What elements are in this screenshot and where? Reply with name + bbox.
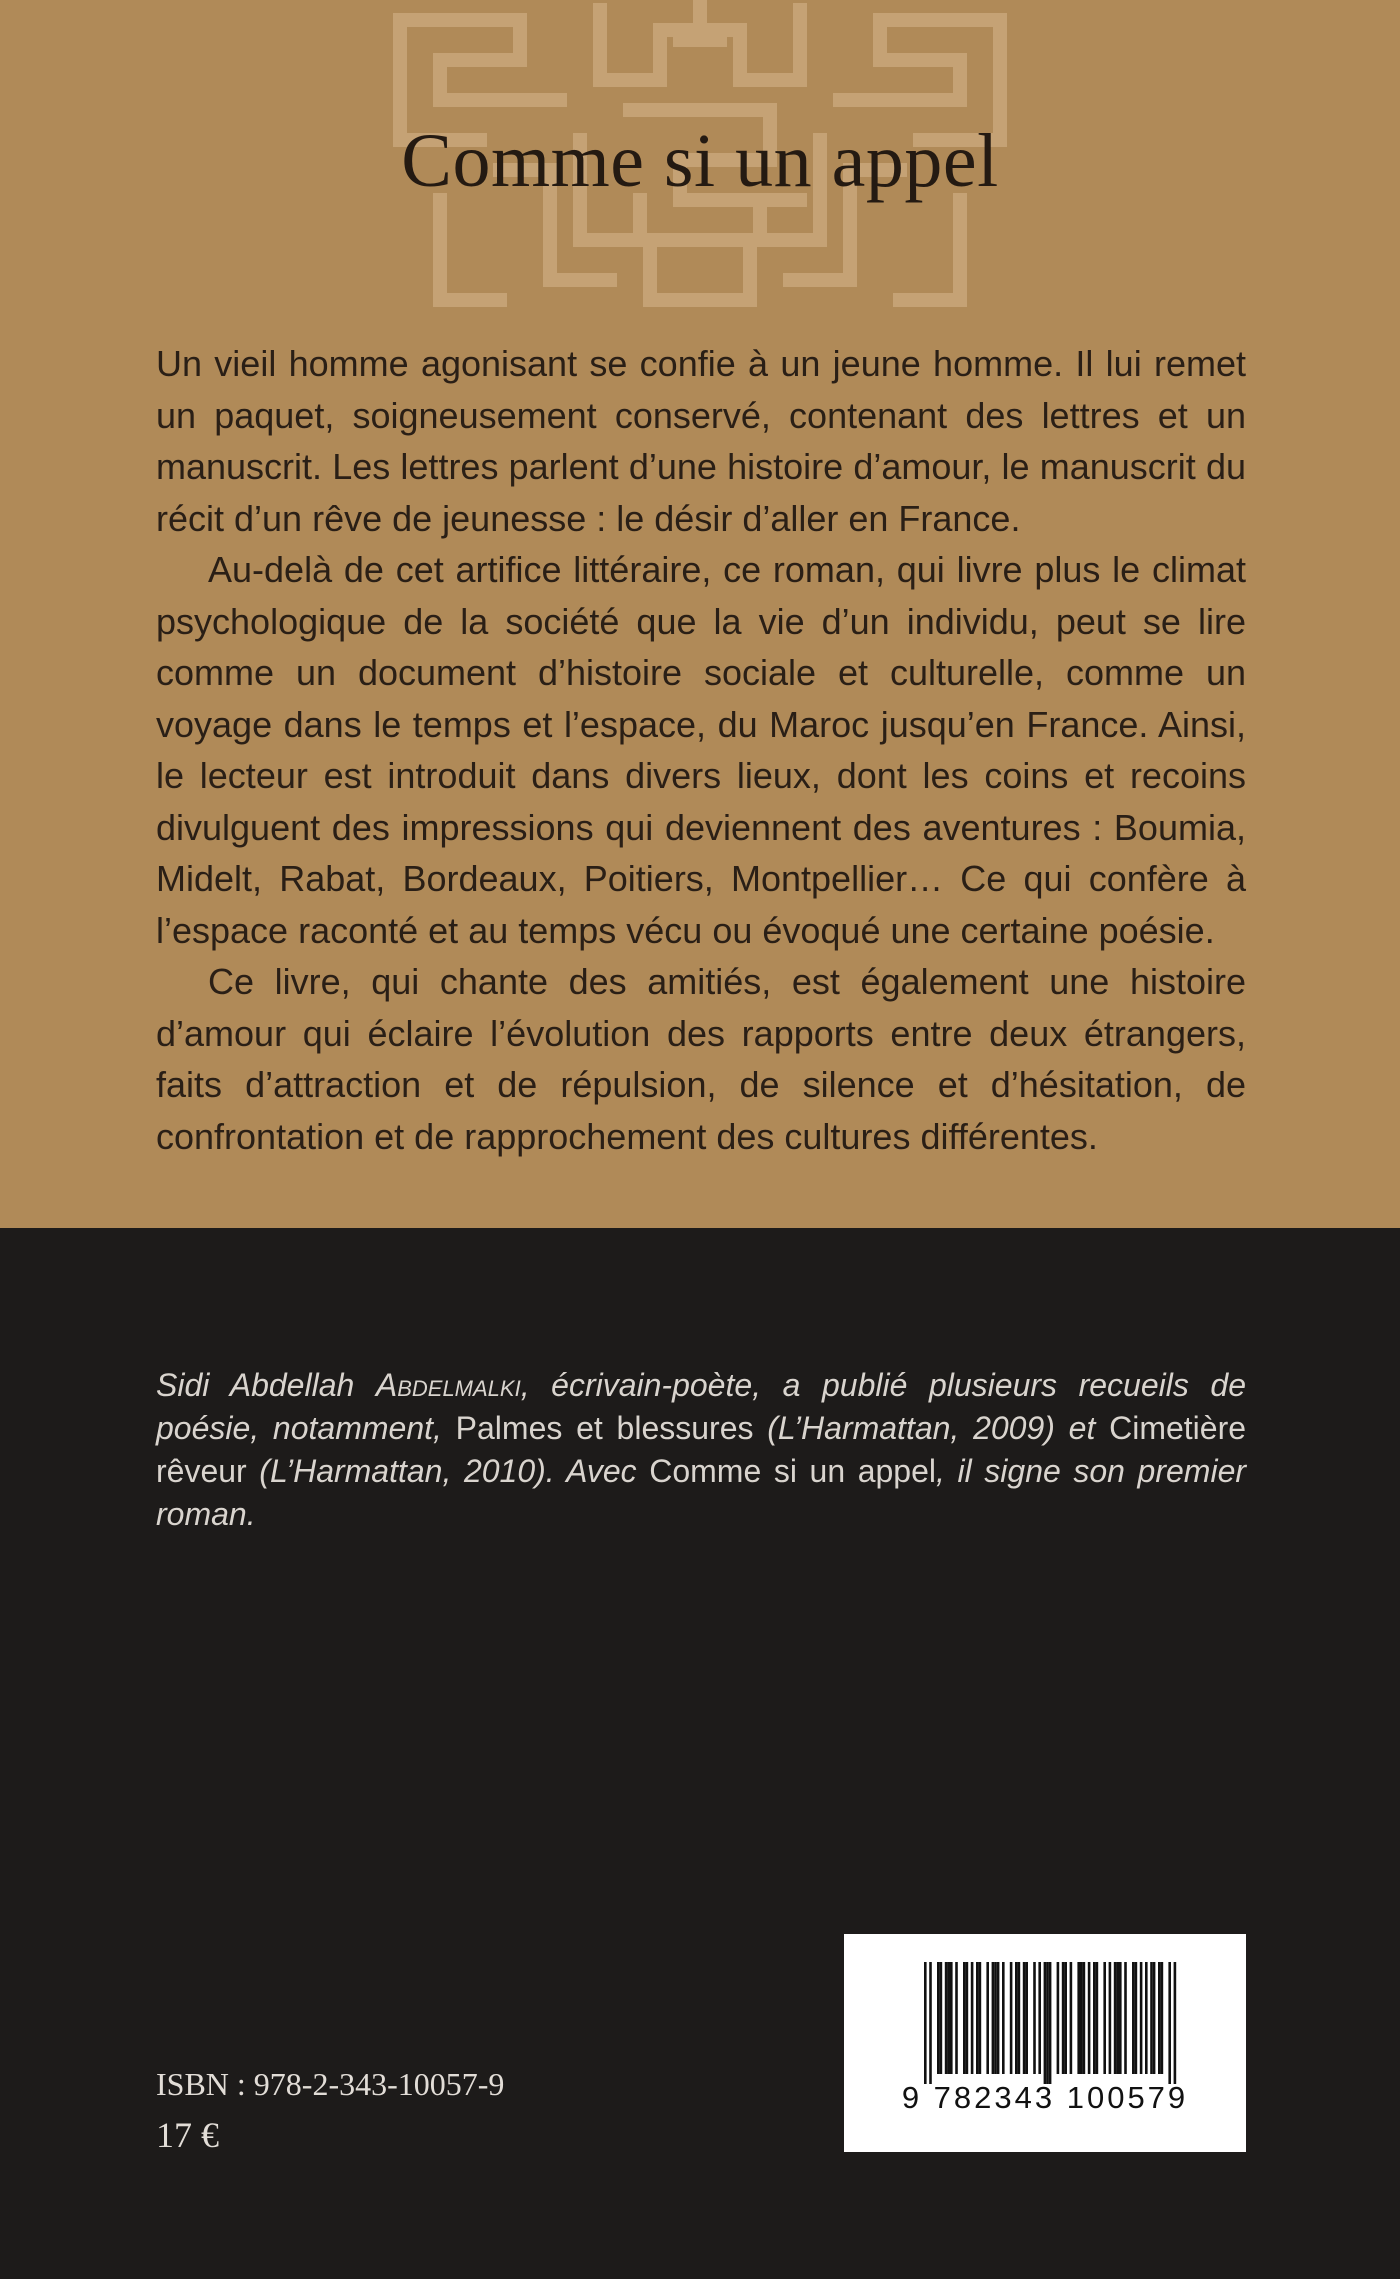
barcode-bar	[1080, 1962, 1083, 2074]
barcode-bar	[966, 1962, 969, 2074]
barcode-bar	[1124, 1962, 1127, 2074]
barcode-bar	[940, 1962, 943, 2074]
barcode-bar	[1002, 1962, 1005, 2074]
bio-text: , écrivain-poète, a publié plusieurs recueils de poésie, notamment,	[156, 1367, 1247, 1446]
book-title: Comme si un appel	[401, 119, 999, 203]
barcode-bar	[1088, 1962, 1091, 2074]
barcode	[844, 1934, 1246, 2152]
barcode-bar	[1077, 1962, 1080, 2074]
barcode-bar	[971, 1962, 974, 2074]
barcode-bar	[1018, 1962, 1021, 2074]
barcode-bar	[963, 1962, 966, 2074]
barcode-bar	[1070, 1962, 1073, 2074]
author-last-name: Abdelmalki	[375, 1367, 521, 1403]
barcode-icon	[844, 1934, 1246, 2152]
bio-text: (L’Harmattan, 2009) et	[753, 1410, 1110, 1446]
blurb-paragraph: Au-delà de cet artifice littéraire, ce roman, qui livre plus le climat psychologique de la société que la vie d’un individu, peut se lire comme un document d’histoire sociale et culturelle, comme un voyage dans le temps et l’espace, du Maroc jusqu’en France. Ainsi, le lecteur est introduit dans divers lieux, dont les coins et recoins divulguent des impressions qui deviennent des aventures : Boumia, Midelt, Rabat, Bordeaux, Poitiers, Montpellier… Ce qui confère à l’espace raconté et au temps vécu ou évoqué une certaine poésie.	[156, 549, 1246, 951]
barcode-bar	[947, 1962, 950, 2074]
barcode-bar	[1150, 1962, 1153, 2074]
barcode-bar	[1132, 1962, 1135, 2074]
barcode-bar	[1116, 1962, 1119, 2074]
barcode-bar	[1174, 1962, 1177, 2084]
book-reference: Comme si un appel	[649, 1453, 937, 1489]
blurb-paragraph: Ce livre, qui chante des amitiés, est également une histoire d’amour qui éclaire l’évolution des rapports entre deux étrangers, faits d’attraction et de répulsion, de silence et d’hésitation, de confrontation et de rapprochement des cultures différentes.	[156, 961, 1246, 1157]
barcode-bar	[929, 1962, 932, 2084]
bio-text: (L’Harmattan, 2010). Avec	[246, 1453, 650, 1489]
blurb	[156, 338, 1246, 1162]
author-bio	[156, 1364, 1246, 1536]
price: 17 €	[156, 2115, 219, 2155]
barcode-bar	[1135, 1962, 1138, 2074]
barcode-bar	[986, 1962, 989, 2074]
barcode-bar	[1145, 1962, 1148, 2074]
barcode-digits: 9 782343 100579	[901, 2080, 1189, 2115]
barcode-bar	[979, 1962, 982, 2074]
barcode-bar	[1119, 1962, 1122, 2074]
isbn: ISBN : 978-2-343-10057-9	[156, 2066, 505, 2102]
barcode-bar	[1015, 1962, 1018, 2074]
barcode-bar	[1083, 1962, 1086, 2074]
barcode-bar	[1114, 1962, 1117, 2074]
barcode-bar	[1158, 1962, 1161, 2074]
barcode-bar	[1153, 1962, 1156, 2074]
barcode-bar	[994, 1962, 997, 2074]
barcode-bar	[1033, 1962, 1036, 2074]
bio-text: , il signe son premier roman.	[156, 1453, 1247, 1532]
barcode-bar	[1103, 1962, 1106, 2074]
barcode-bar	[1168, 1962, 1171, 2084]
book-reference: Cimetière rêveur	[156, 1410, 1247, 1489]
barcode-bar	[1140, 1962, 1143, 2074]
barcode-bar	[1044, 1962, 1047, 2084]
barcode-bar	[1057, 1962, 1060, 2074]
barcode-bar	[1025, 1962, 1028, 2074]
barcode-bar	[1046, 1962, 1049, 2084]
barcode-bar	[1062, 1962, 1065, 2074]
barcode-bar	[924, 1962, 927, 2084]
barcode-bar	[1010, 1962, 1013, 2074]
barcode-bar	[1161, 1962, 1164, 2074]
barcode-bar	[937, 1962, 940, 2074]
barcode-bar	[997, 1962, 1000, 2074]
barcode-bar	[950, 1962, 953, 2074]
blurb-paragraph: Un vieil homme agonisant se confie à un jeune homme. Il lui remet un paquet, soigneusement conservé, contenant des lettres et un manuscrit. Les lettres parlent d’une histoire d’amour, le manuscrit du récit d’un rêve de jeunesse : le désir d’aller en France.	[156, 343, 1246, 539]
barcode-bar	[1109, 1962, 1112, 2074]
barcode-bar	[1023, 1962, 1026, 2074]
barcode-bar	[976, 1962, 979, 2074]
barcode-bar	[945, 1962, 948, 2074]
barcode-bar	[1064, 1962, 1067, 2074]
barcode-bar	[992, 1962, 995, 2074]
barcode-bar	[955, 1962, 958, 2074]
book-reference: Palmes et blessures	[455, 1410, 754, 1446]
barcode-bar	[1093, 1962, 1096, 2074]
author-first-name: Sidi Abdellah	[156, 1367, 376, 1403]
barcode-bar	[1049, 1962, 1052, 2084]
barcode-bar	[1096, 1962, 1099, 2074]
barcode-bar	[1038, 1962, 1041, 2074]
